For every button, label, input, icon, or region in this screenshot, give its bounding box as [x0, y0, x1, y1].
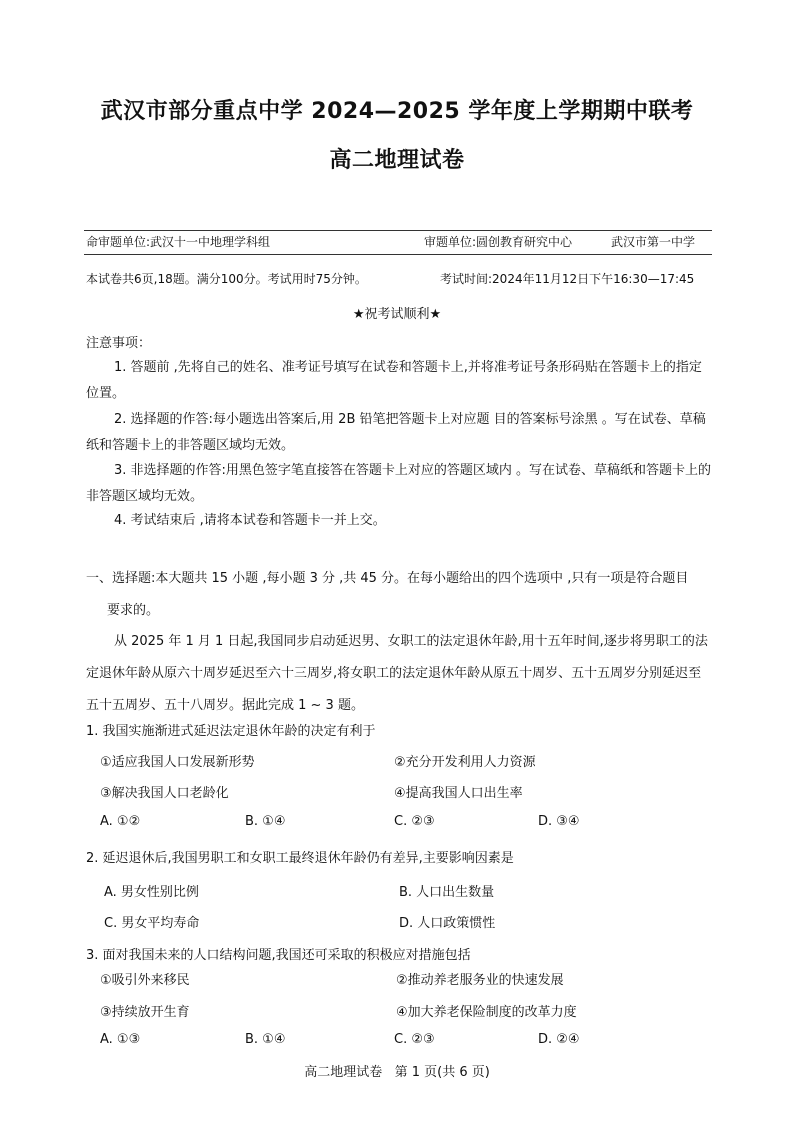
review-school: 武汉市第一中学	[611, 235, 696, 249]
section-heading: 一、选择题:本大题共 15 小题 ,每小题 3 分 ,共 45 分。在每小题给出的四个选项中 ,只有一项是符合题目	[86, 571, 689, 586]
option-c: C. ②③	[394, 1032, 435, 1047]
question-stem-2: 2. 延迟退休后,我国男职工和女职工最终退休年龄仍有差异,主要影响因素是	[86, 851, 514, 866]
option-a: A. 男女性别比例	[104, 885, 199, 900]
option-d: D. 人口政策惯性	[399, 916, 496, 931]
note-item: 4. 考试结束后 ,请将本试卷和答题卡一并上交。	[114, 513, 386, 528]
statement: ②充分开发利用人力资源	[394, 755, 536, 770]
exam-title: 武汉市部分重点中学 2024—2025 学年度上学期期中联考	[100, 99, 694, 124]
statement: ①吸引外来移民	[100, 973, 190, 988]
exam-subtitle: 高二地理试卷	[329, 148, 465, 173]
note-item: 3. 非选择题的作答:用黑色签字笔直接答在答题卡上对应的答题区域内 。写在试卷、草稿纸和答题卡上的非答题区域均无效。	[86, 463, 712, 504]
question-stem-3: 3. 面对我国未来的人口结构问题,我国还可采取的积极应对措施包括	[86, 948, 471, 963]
statement: ③持续放开生育	[100, 1005, 190, 1020]
option-d: D. ②④	[538, 1032, 580, 1047]
note-item: 1. 答题前 ,先将自己的姓名、准考证号填写在试卷和答题卡上,并将准考证号条形码贴在答题卡上的指定位置。	[86, 360, 702, 401]
page-footer: 高二地理试卷 第 1 页(共 6 页)	[304, 1065, 490, 1080]
notes-heading: 注意事项：	[86, 336, 152, 351]
blessing: ★祝考试顺利★	[352, 307, 442, 322]
statement: ④提高我国人口出生率	[394, 786, 523, 801]
reading-passage: 从 2025 年 1 月 1 日起,我国同步启动延迟男、女职工的法定退休年龄,用十五年时间,逐步将男职工的法定退休年龄从原六十周岁延迟至六十三周岁,将女职工的法定退休年龄从原五十周岁、五十五周岁分别延迟至五十五周岁、五十八周岁。据此完成 1 ~ 3 题。	[86, 634, 708, 713]
exam-info: 本试卷共6页,18题。满分100分。考试用时75分钟。	[86, 272, 367, 286]
option-a: A. ①②	[100, 814, 141, 829]
option-b: B. ①④	[245, 814, 286, 829]
divider-bottom	[84, 254, 712, 255]
option-b: B. 人口出生数量	[399, 885, 495, 900]
option-a: A. ①③	[100, 1032, 141, 1047]
statement: ④加大养老保险制度的改革力度	[396, 1005, 577, 1020]
question-stem-1: 1. 我国实施渐进式延迟法定退休年龄的决定有利于	[86, 724, 376, 739]
section-heading-cont: 要求的。	[107, 603, 160, 618]
statement: ②推动养老服务业的快速发展	[396, 973, 564, 988]
author-unit: 命审题单位:武汉十一中地理学科组	[86, 235, 271, 249]
exam-time: 考试时间:2024年11月12日下午16:30—17:45	[440, 272, 695, 286]
option-b: B. ①④	[245, 1032, 286, 1047]
statement: ①适应我国人口发展新形势	[100, 755, 255, 770]
review-unit: 审题单位:圆创教育研究中心	[424, 235, 573, 249]
statement: ③解决我国人口老龄化	[100, 786, 229, 801]
note-item: 2. 选择题的作答:每小题选出答案后,用 2B 铅笔把答题卡上对应题 目的答案标号涂黑 。写在试卷、草稿纸和答题卡上的非答题区域均无效。	[86, 412, 706, 453]
option-c: C. ②③	[394, 814, 435, 829]
divider-top	[84, 230, 712, 231]
option-d: D. ③④	[538, 814, 580, 829]
option-c: C. 男女平均寿命	[104, 916, 200, 931]
